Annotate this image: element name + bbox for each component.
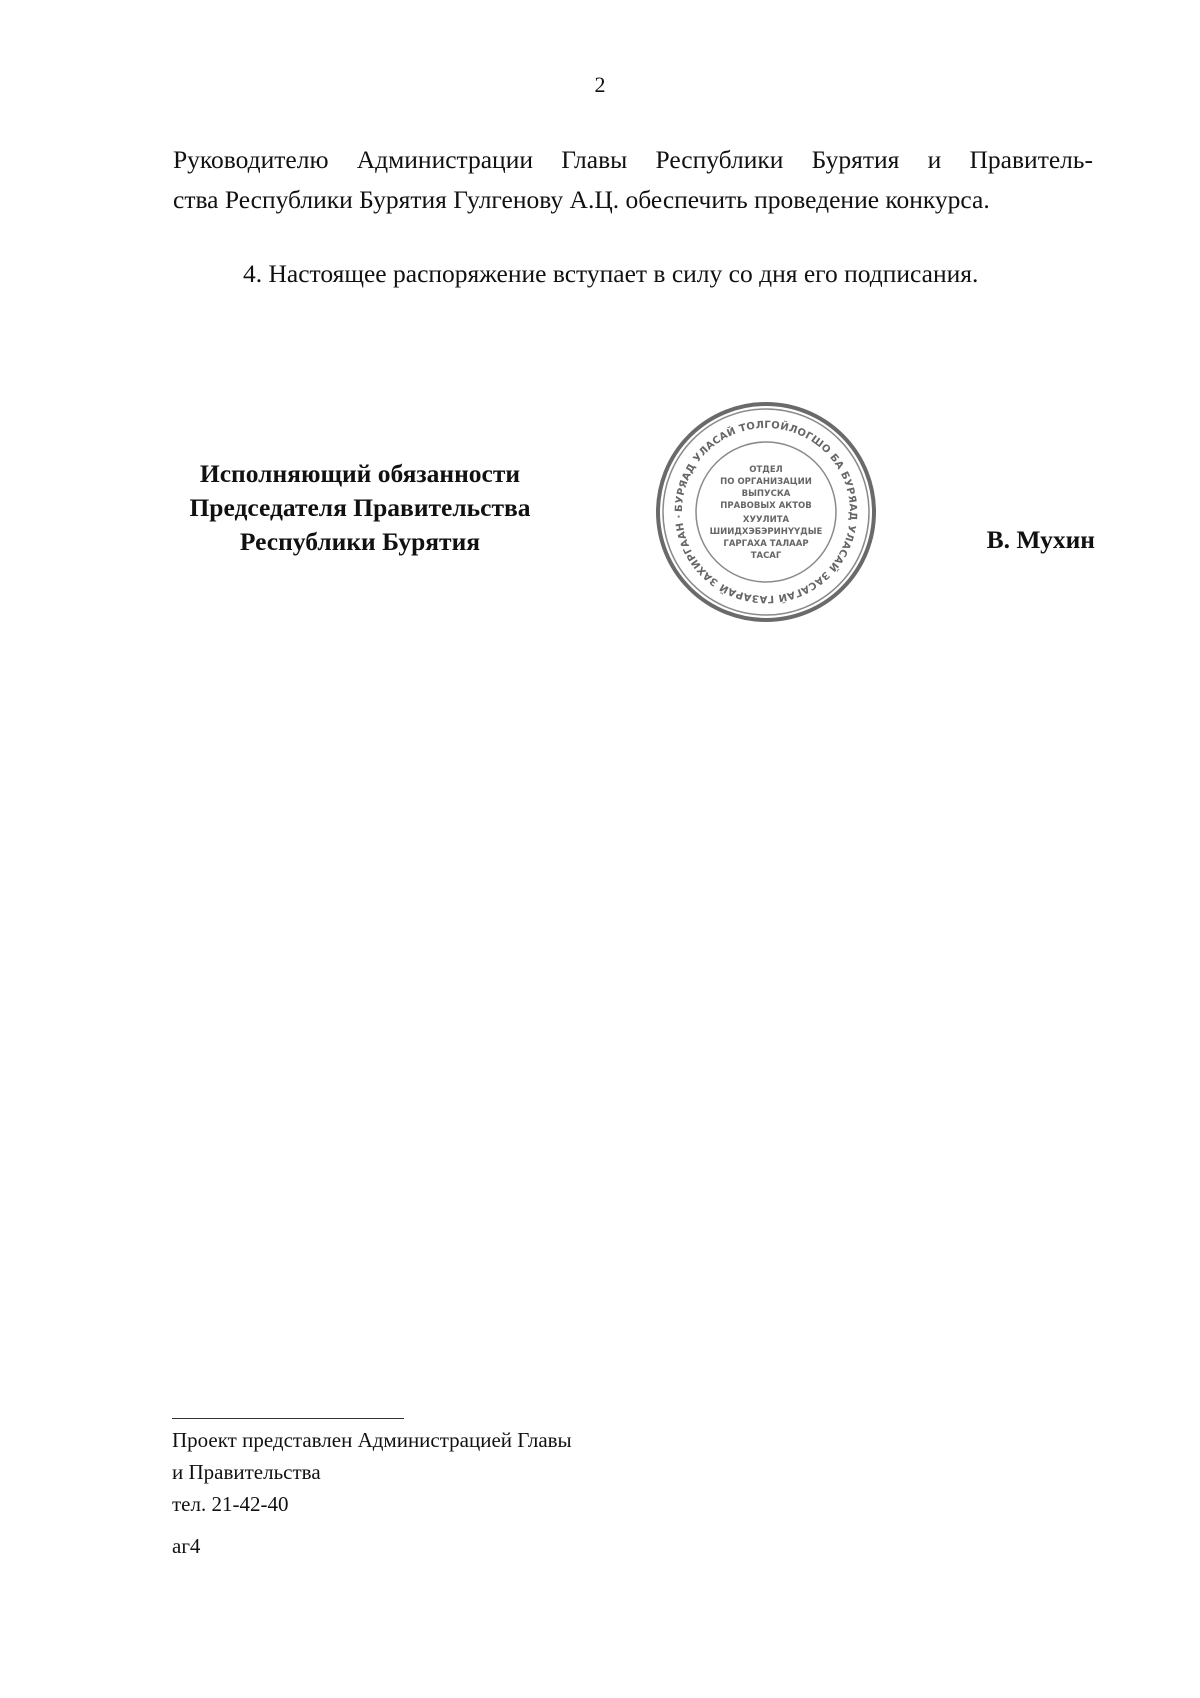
footer-line-1: Проект представлен Администрацией Главы (172, 1428, 572, 1452)
seal-center-line-1: ОТДЕЛ (749, 465, 783, 475)
seal-center-line-3: ВЫПУСКА (741, 489, 791, 499)
seal-center-line-8: ТАСАГ (750, 551, 782, 561)
seal-center-line-4: ПРАВОВЫХ АКТОВ (720, 501, 812, 511)
seal-center-line-5: ХУУЛИТА (742, 515, 790, 525)
paragraph-1-line-1: Руководителю Администрации Главы Республики Бурятия и Правитель- (173, 145, 1093, 174)
seal-outer-text: БУРЯАД УЛАСАЙ ТОЛГОЙЛОГШО БА БУРЯАД УЛАСАЙ ЗАСАГАЙ ГАЗАРАЙ ЗАХИРГААН · (673, 419, 859, 605)
footer-note (172, 1424, 572, 1520)
footer-line-2: и Правительства (172, 1460, 321, 1484)
seal-center-line-6: ШИИДХЭБЭРИНҮҮДЫЕ (709, 527, 823, 537)
paragraph-1-line-2: ства Республики Бурятия Гулгенову А.Ц. обеспечить проведение конкурса. (173, 185, 990, 214)
seal-center-line-2: ПО ОРГАНИЗАЦИИ (720, 477, 812, 487)
signature-title (150, 457, 570, 559)
paragraph-1 (173, 140, 1093, 220)
seal-center-line-7: ГАРГАХА ТАЛААР (723, 539, 809, 549)
signature-title-line-2: Председателя Правительства (189, 493, 531, 522)
footer-phone: тел. 21-42-40 (172, 1492, 289, 1516)
paragraph-2: 4. Настоящее распоряжение вступает в силу со дня его подписания. (243, 259, 979, 288)
signature-title-line-3: Республики Бурятия (239, 527, 481, 556)
page-number: 2 (594, 72, 606, 97)
footer-divider (172, 1418, 404, 1419)
official-seal (655, 401, 877, 623)
signatory-name: В. Мухин (986, 525, 1095, 554)
signature-title-line-1: Исполняющий обязанности (199, 459, 521, 488)
seal-graphic (655, 401, 877, 623)
document-code: аг4 (172, 1534, 201, 1558)
